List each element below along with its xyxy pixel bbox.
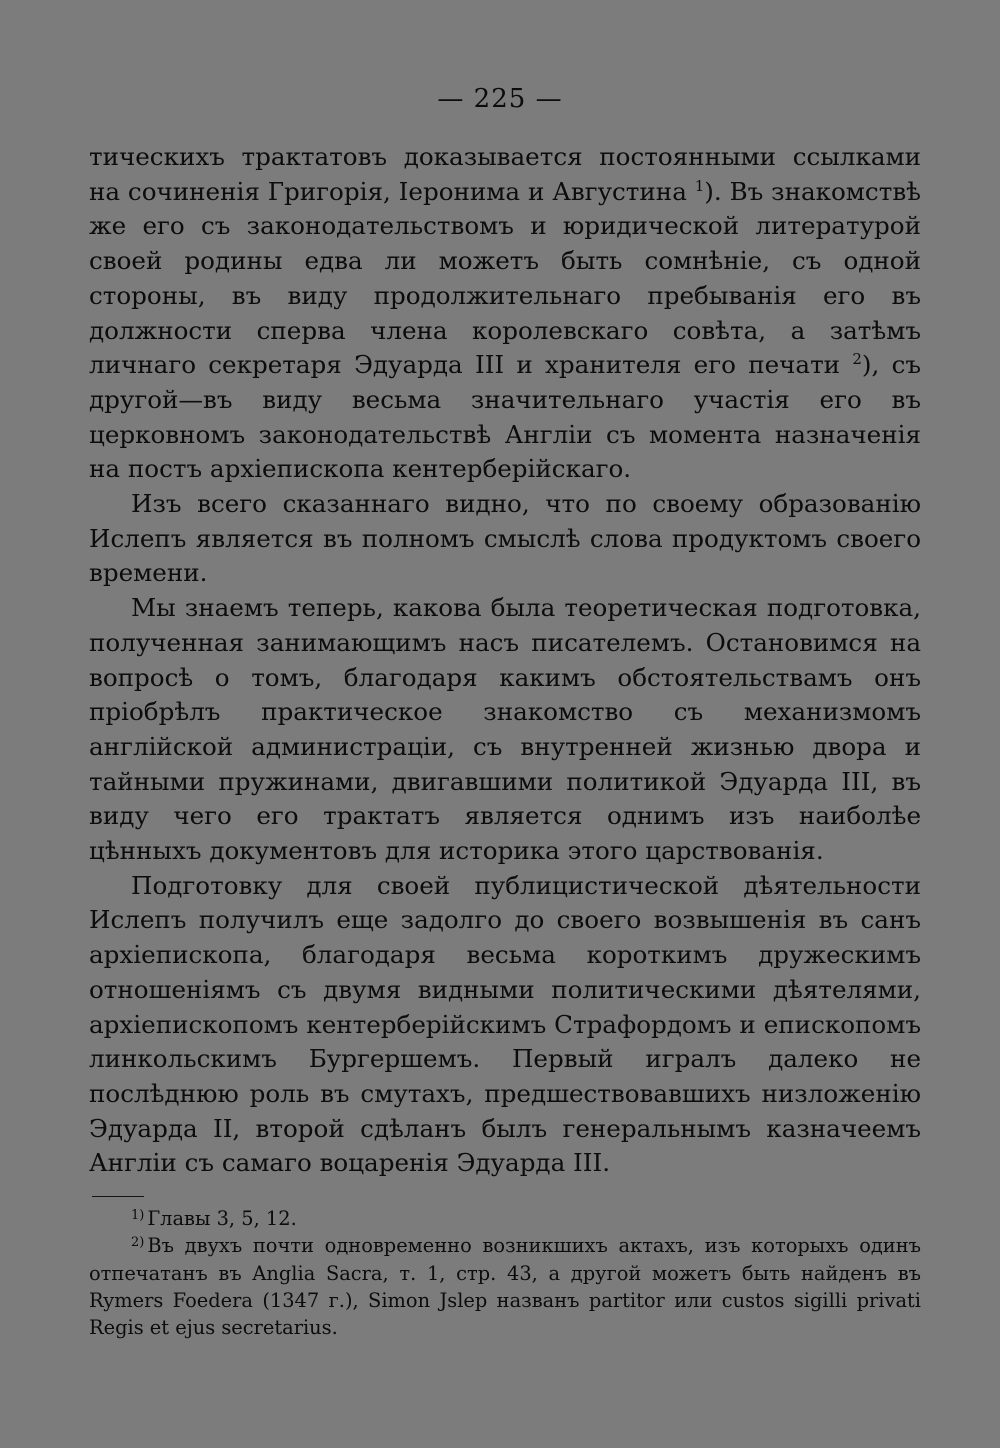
footnote-1-mark: 1) bbox=[131, 1207, 145, 1223]
paragraph-1-text-start: тическихъ трактатовъ доказывается постоянными ссылками на сочиненія Григорія, Іеронима и Августина bbox=[89, 142, 921, 206]
footnote-divider bbox=[92, 1196, 144, 1197]
paragraph-1 bbox=[89, 140, 921, 487]
body-text bbox=[89, 140, 921, 1181]
footnote-ref-2: 2 bbox=[852, 350, 862, 369]
footnote-ref-1: 1 bbox=[694, 176, 705, 195]
page-number: — 225 — bbox=[437, 84, 563, 114]
footnote-2 bbox=[89, 1232, 921, 1341]
paragraph-4: Подготовку для своей публицистической дѣятельности Ислепъ получилъ еще задолго до своего возвышенія въ санъ архіепископа, благодаря весьма короткимъ дружескимъ отношеніямъ съ двумя видными политическими дѣятелями, архіепископомъ кентерберійскимъ Страфордомъ и епископомъ линкольскимъ Бургершемъ. Первый игралъ далеко не послѣднюю роль въ смутахъ, предшествовавшихъ низложенію Эдуарда II, второй сдѣланъ былъ генеральнымъ казначеемъ Англіи съ самаго воцаренія Эдуарда III. bbox=[89, 870, 921, 1178]
paragraph-3: Мы знаемъ теперь, какова была теоретическая подготовка, полученная занимающимъ насъ писателемъ. Остановимся на вопросѣ о томъ, благодаря какимъ обстоятельствамъ онъ пріобрѣлъ практическое знакомство съ механизмомъ англійской администраціи, съ внутренней жизнью двора и тайными пружинами, двигавшими политикой Эдуарда III, въ виду чего его трактатъ является однимъ изъ наиболѣе цѣнныхъ документовъ для историка этого царствованія. bbox=[89, 593, 921, 866]
footnote-1-text: Главы 3, 5, 12. bbox=[147, 1207, 297, 1230]
footnote-2-mark: 2) bbox=[131, 1234, 145, 1250]
paragraph-1-text-middle: ). Въ знакомствѣ же его съ законодательствомъ и юридической литературой своей родины едва ли можетъ быть сомнѣніе, съ одной стороны, въ виду продолжительнаго пребыванія его въ должности сперва члена королевскаго совѣта, а затѣмъ личнаго секретаря Эдуарда III и хранителя его печати bbox=[89, 176, 921, 380]
paragraph-2: Изъ всего сказаннаго видно, что по своему образованію Ислепъ является въ полномъ смыслѣ слова продуктомъ своего времени. bbox=[89, 489, 921, 588]
footnote-1 bbox=[89, 1205, 921, 1232]
footnotes bbox=[89, 1205, 921, 1341]
footnote-2-text: Въ двухъ почти одновременно возникшихъ актахъ, изъ которыхъ одинъ отпечатанъ въ Anglia Sacra, т. 1, стр. 43, а другой можетъ быть найденъ въ Rymers Foedera (1347 г.), Simon Jslep названъ partitor или custos sigilli privati Regis et ejus secretarius. bbox=[89, 1234, 921, 1340]
paragraph-1-text-end: ), съ другой—въ виду весьма значительнаго участія его въ церковномъ законодательствѣ Англіи съ момента назначенія на постъ архіепископа кентерберійскаго. bbox=[89, 350, 921, 484]
